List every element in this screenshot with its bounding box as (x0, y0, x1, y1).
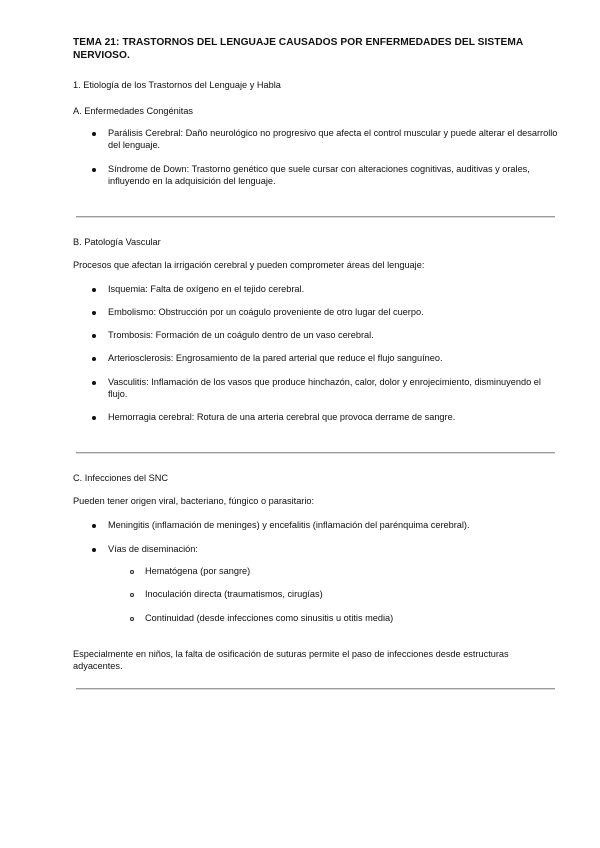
list-item: Vasculitis: Inflamación de los vasos que produce hinchazón, calor, dolor y enrojecimiento, disminuyendo el flujo. (108, 377, 541, 399)
sub-list-item: Continuidad (desde infecciones como sinusitis u otitis media) (145, 613, 394, 623)
list-item: Arteriosclerosis: Engrosamiento de la pared arterial que reduce el flujo sanguíneo. (108, 353, 443, 363)
list-item: Isquemia: Falta de oxígeno en el tejido cerebral. (108, 284, 305, 294)
list-item: Síndrome de Down: Trastorno genético que suele cursar con alteraciones cognitivas, auditivas y orales, influyendo en la adquisición del lenguaje. (108, 164, 530, 186)
list-item: Embolismo: Obstrucción por un coágulo proveniente de otro lugar del cuerpo. (108, 307, 424, 317)
section-c-note: Especialmente en niños, la falta de osificación de suturas permite el paso de infecciones desde estructuras adyacentes. (73, 649, 509, 671)
sub-list-item: Hematógena (por sangre) (145, 566, 251, 576)
divider (76, 688, 555, 690)
section-b-heading: B. Patología Vascular (73, 237, 161, 247)
bullet-icon (92, 334, 96, 338)
sub-list-item: Inoculación directa (traumatismos, cirugías) (145, 589, 323, 599)
list-item: Meningitis (inflamación de meninges) y encefalitis (inflamación del parénquima cerebral). (108, 520, 470, 530)
sub-bullet-icon (130, 617, 134, 621)
section-c-heading: C. Infecciones del SNC (73, 473, 168, 483)
section-a-heading: A. Enfermedades Congénitas (73, 106, 194, 116)
list-item: Trombosis: Formación de un coágulo dentro de un vaso cerebral. (108, 330, 374, 340)
bullet-icon (92, 381, 96, 385)
section-1-heading: 1. Etiología de los Trastornos del Lenguaje y Habla (73, 80, 281, 90)
bullet-icon (92, 524, 96, 528)
bullet-icon (92, 311, 96, 315)
document-title: TEMA 21: TRASTORNOS DEL LENGUAJE CAUSADOS POR ENFERMEDADES DEL SISTEMA NERVIOSO. (73, 37, 523, 61)
list-item: Hemorragia cerebral: Rotura de una arteria cerebral que provoca derrame de sangre. (108, 412, 456, 422)
list-item: Vías de diseminación: (108, 544, 198, 554)
bullet-icon (92, 357, 96, 361)
section-c-intro: Pueden tener origen viral, bacteriano, fúngico o parasitario: (73, 496, 315, 506)
sub-bullet-icon (130, 570, 134, 574)
bullet-icon (92, 132, 96, 136)
divider (76, 216, 555, 218)
list-item: Parálisis Cerebral: Daño neurológico no progresivo que afecta el control muscular y puede alterar el desarrollo del lenguaje. (108, 128, 558, 150)
bullet-icon (92, 416, 96, 420)
bullet-icon (92, 288, 96, 292)
bullet-icon (92, 168, 96, 172)
section-b-intro: Procesos que afectan la irrigación cerebral y pueden comprometer áreas del lenguaje: (73, 260, 425, 270)
sub-bullet-icon (130, 593, 134, 597)
divider (76, 452, 555, 454)
bullet-icon (92, 548, 96, 552)
